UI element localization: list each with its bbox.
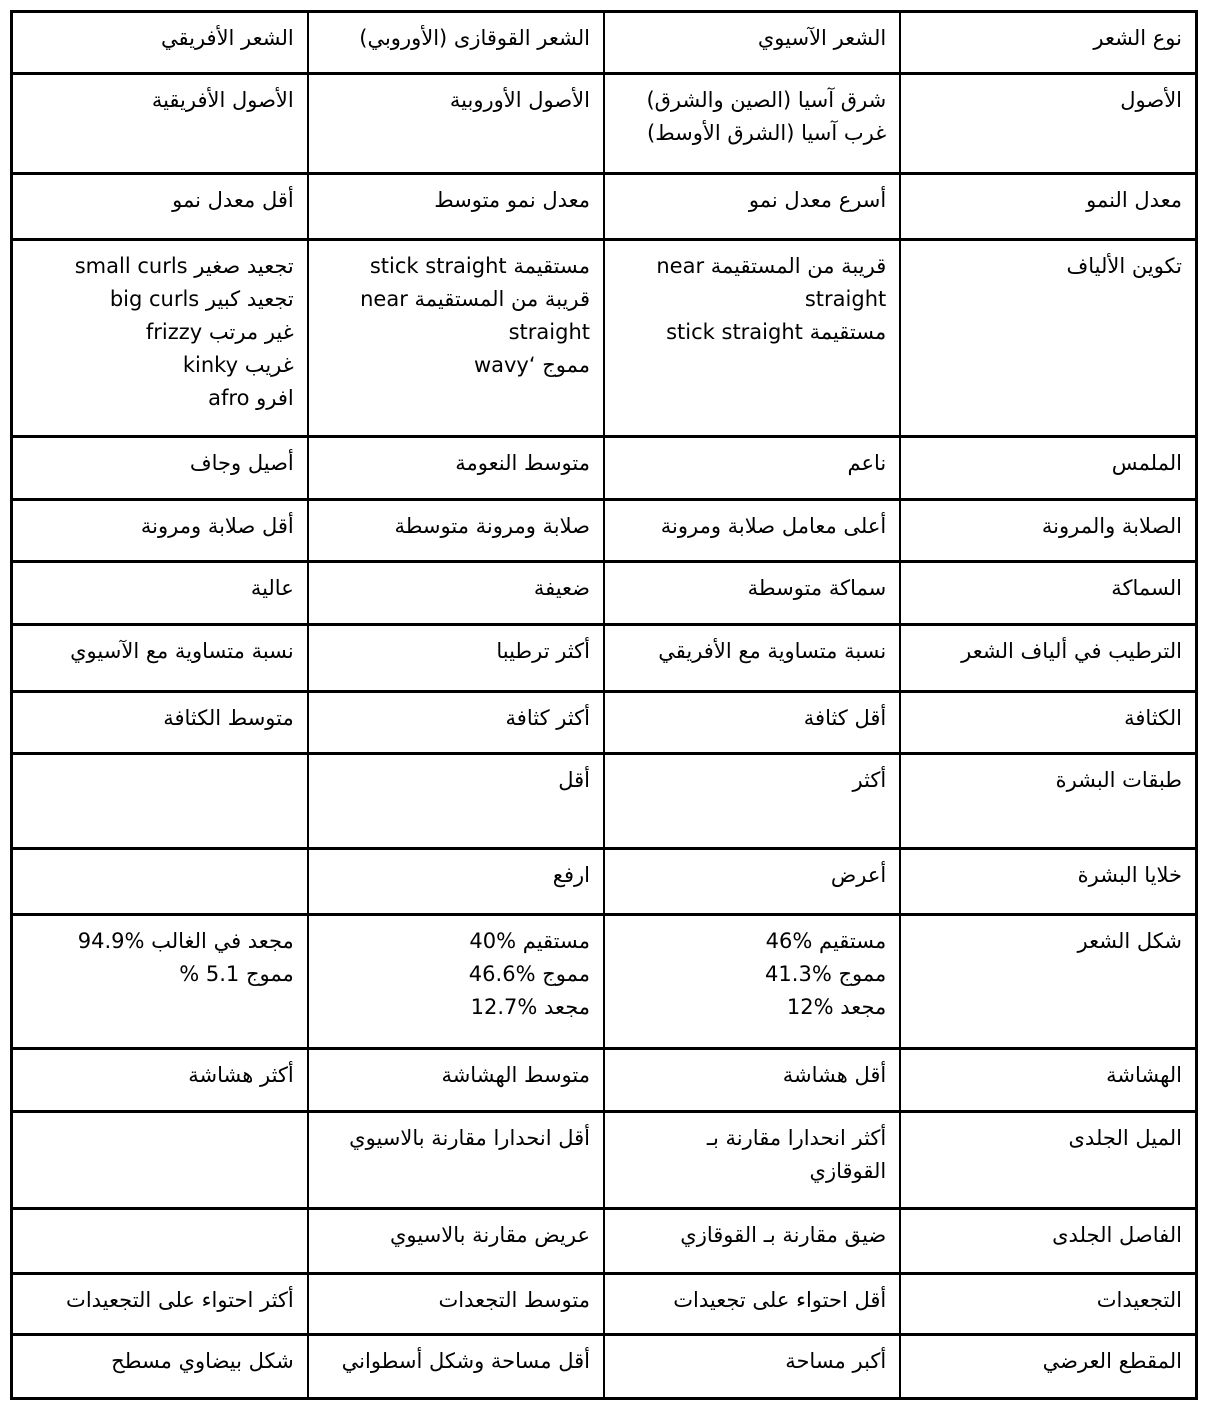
cell-line: أقل مساحة وشكل أسطواني [341, 1349, 590, 1373]
cell-line: غريب kinky [182, 353, 294, 377]
column-header-cell-asian [604, 12, 900, 74]
cell-caucasian [308, 625, 604, 692]
table-header-row [12, 12, 1197, 74]
cell-line: غير مرتب frizzy [145, 320, 294, 344]
cell-line: متوسط الهشاشة [441, 1063, 590, 1087]
cell-caucasian [308, 240, 604, 437]
table-row [12, 625, 1197, 692]
cell-line: عالية [250, 576, 294, 600]
cell-african [12, 754, 308, 849]
row-header-cell [900, 1112, 1196, 1209]
cell-line: القوقازي [809, 1159, 887, 1183]
cell-line: غرب آسيا (الشرق الأوسط) [647, 121, 887, 145]
row-header-cell [900, 500, 1196, 562]
cell-line: أقل انحدارا مقارنة بالاسيوي [349, 1126, 590, 1150]
cell-line: أصيل وجاف [189, 451, 294, 475]
cell-line: صلابة ومرونة متوسطة [394, 514, 590, 538]
cell-line: مجعد %12.7 [470, 995, 590, 1019]
cell-line: أقل [558, 768, 590, 792]
cell-line: التجعيدات [1096, 1288, 1182, 1312]
cell-line: متوسط التجعدات [438, 1288, 590, 1312]
cell-line: تكوين الألياف [1066, 254, 1182, 278]
cell-african [12, 1209, 308, 1274]
cell-caucasian [308, 562, 604, 625]
cell-asian [604, 437, 900, 500]
cell-asian [604, 1112, 900, 1209]
cell-line: أكثر انحدارا مقارنة بـ [706, 1126, 887, 1150]
cell-caucasian [308, 1049, 604, 1112]
cell-african [12, 500, 308, 562]
cell-asian [604, 692, 900, 754]
cell-line: الأصول الأفريقية [151, 88, 294, 112]
cell-line: الأصول [1120, 88, 1182, 112]
column-header-cell-caucasian [308, 12, 604, 74]
cell-line: مستقيم %40 [469, 929, 590, 953]
cell-line: أكثر [852, 768, 887, 792]
cell-african [12, 74, 308, 174]
table-row [12, 1274, 1197, 1335]
cell-line: أكثر هشاشة [188, 1063, 294, 1087]
cell-line: أكثر احتواء على التجعيدات [66, 1288, 294, 1312]
cell-caucasian [308, 1335, 604, 1399]
cell-line: أقل احتواء على تجعيدات [673, 1288, 887, 1312]
cell-line: تجعيد صغير small curls [74, 254, 294, 278]
row-header-cell [900, 849, 1196, 915]
cell-line: الشعر القوقازى (الأوروبي) [359, 26, 590, 50]
cell-african [12, 915, 308, 1049]
cell-line: عريض مقارنة بالاسيوي [390, 1223, 590, 1247]
row-header-cell [900, 625, 1196, 692]
cell-caucasian [308, 174, 604, 240]
cell-line: السماكة [1111, 576, 1182, 600]
cell-asian [604, 1209, 900, 1274]
table-row [12, 849, 1197, 915]
cell-line: الشعر الآسيوي [757, 26, 887, 50]
cell-line: أعلى معامل صلابة ومرونة [660, 514, 887, 538]
row-header-cell [900, 174, 1196, 240]
cell-asian [604, 625, 900, 692]
row-header-cell [900, 562, 1196, 625]
cell-line: ضعيفة [533, 576, 590, 600]
cell-african [12, 1335, 308, 1399]
row-header-cell [900, 1049, 1196, 1112]
cell-line: نوع الشعر [1093, 26, 1182, 50]
cell-asian [604, 500, 900, 562]
cell-caucasian [308, 1209, 604, 1274]
table-row [12, 692, 1197, 754]
table-body [12, 12, 1197, 1399]
cell-line: مجعد في الغالب %94.9 [77, 929, 294, 953]
table-row [12, 1335, 1197, 1399]
cell-line: متوسط الكثافة [163, 706, 294, 730]
cell-asian [604, 174, 900, 240]
cell-african [12, 1274, 308, 1335]
cell-line: مموج %41.3 [765, 962, 887, 986]
cell-asian [604, 754, 900, 849]
cell-line: أقل هشاشة [782, 1063, 887, 1087]
table-row [12, 1209, 1197, 1274]
cell-caucasian [308, 1274, 604, 1335]
cell-line: الشعر الأفريقي [160, 26, 294, 50]
cell-line: أقل صلابة ومرونة [140, 514, 294, 538]
row-header-cell [900, 754, 1196, 849]
table-row [12, 240, 1197, 437]
table-row [12, 1049, 1197, 1112]
table-row [12, 1112, 1197, 1209]
table-row [12, 754, 1197, 849]
cell-line: مموج %46.6 [468, 962, 590, 986]
table-row [12, 74, 1197, 174]
cell-asian [604, 1335, 900, 1399]
cell-caucasian [308, 692, 604, 754]
cell-line: أعرض [830, 863, 887, 887]
cell-line: الفاصل الجلدى [1052, 1223, 1182, 1247]
cell-line: قريبة من المستقيمة near [360, 287, 590, 311]
cell-asian [604, 240, 900, 437]
cell-line: أكثر كثافة [505, 706, 590, 730]
table-row [12, 562, 1197, 625]
cell-caucasian [308, 915, 604, 1049]
cell-african [12, 692, 308, 754]
cell-line: مموج 5.1 % [179, 962, 294, 986]
cell-line: نسبة متساوية مع الأفريقي [658, 639, 887, 663]
cell-line: straight [508, 320, 590, 344]
cell-african [12, 1112, 308, 1209]
table-row [12, 437, 1197, 500]
column-header-cell-label [900, 12, 1196, 74]
cell-caucasian [308, 849, 604, 915]
cell-african [12, 437, 308, 500]
table-row [12, 915, 1197, 1049]
row-header-cell [900, 1335, 1196, 1399]
hair-comparison-table [10, 10, 1198, 1400]
cell-caucasian [308, 500, 604, 562]
cell-line: مموج ‘wavy [473, 353, 590, 377]
cell-line: مستقيمة stick straight [369, 254, 590, 278]
cell-line: متوسط النعومة [455, 451, 590, 475]
cell-line: سماكة متوسطة [747, 576, 887, 600]
cell-line: افرو afro [208, 386, 294, 410]
cell-caucasian [308, 754, 604, 849]
cell-african [12, 174, 308, 240]
cell-african [12, 849, 308, 915]
cell-line: ارفع [552, 863, 590, 887]
cell-line: straight [804, 287, 887, 311]
cell-line: معدل نمو متوسط [434, 188, 590, 212]
column-header-cell-african [12, 12, 308, 74]
table-row [12, 174, 1197, 240]
row-header-cell [900, 692, 1196, 754]
cell-line: نسبة متساوية مع الآسيوي [70, 639, 294, 663]
cell-asian [604, 1049, 900, 1112]
cell-asian [604, 915, 900, 1049]
cell-african [12, 240, 308, 437]
cell-line: الصلابة والمرونة [1041, 514, 1182, 538]
cell-line: معدل النمو [1086, 188, 1182, 212]
cell-line: المقطع العرضي [1042, 1349, 1182, 1373]
table-row [12, 500, 1197, 562]
cell-line: ضيق مقارنة بـ القوقازي [680, 1223, 887, 1247]
cell-caucasian [308, 1112, 604, 1209]
cell-line: الأصول الأوروبية [449, 88, 590, 112]
cell-line: طبقات البشرة [1055, 768, 1182, 792]
cell-line: مستقيم %46 [765, 929, 887, 953]
cell-line: الهشاشة [1106, 1063, 1182, 1087]
cell-line: الكثافة [1124, 706, 1182, 730]
cell-line: مجعد %12 [786, 995, 887, 1019]
cell-african [12, 562, 308, 625]
cell-line: ناعم [847, 451, 887, 475]
cell-line: أقل كثافة [803, 706, 887, 730]
cell-line: الميل الجلدى [1068, 1126, 1182, 1150]
cell-asian [604, 849, 900, 915]
cell-line: خلايا البشرة [1077, 863, 1182, 887]
cell-asian [604, 1274, 900, 1335]
cell-line: أقل معدل نمو [172, 188, 294, 212]
row-header-cell [900, 1209, 1196, 1274]
row-header-cell [900, 915, 1196, 1049]
row-header-cell [900, 437, 1196, 500]
cell-line: شكل الشعر [1077, 929, 1182, 953]
cell-line: أكثر ترطيبا [496, 639, 590, 663]
cell-asian [604, 74, 900, 174]
cell-line: قريبة من المستقيمة near [656, 254, 887, 278]
cell-line: أسرع معدل نمو [748, 188, 887, 212]
cell-caucasian [308, 437, 604, 500]
cell-line: شكل بيضاوي مسطح [111, 1349, 294, 1373]
cell-line: شرق آسيا (الصين والشرق) [646, 88, 887, 112]
cell-line: الملمس [1111, 451, 1182, 475]
cell-asian [604, 562, 900, 625]
row-header-cell [900, 1274, 1196, 1335]
cell-line: الترطيب في ألياف الشعر [961, 639, 1182, 663]
cell-caucasian [308, 74, 604, 174]
cell-african [12, 625, 308, 692]
row-header-cell [900, 74, 1196, 174]
cell-line: تجعيد كبير big curls [109, 287, 294, 311]
row-header-cell [900, 240, 1196, 437]
cell-african [12, 1049, 308, 1112]
cell-line: أكبر مساحة [785, 1349, 887, 1373]
cell-line: مستقيمة stick straight [666, 320, 887, 344]
